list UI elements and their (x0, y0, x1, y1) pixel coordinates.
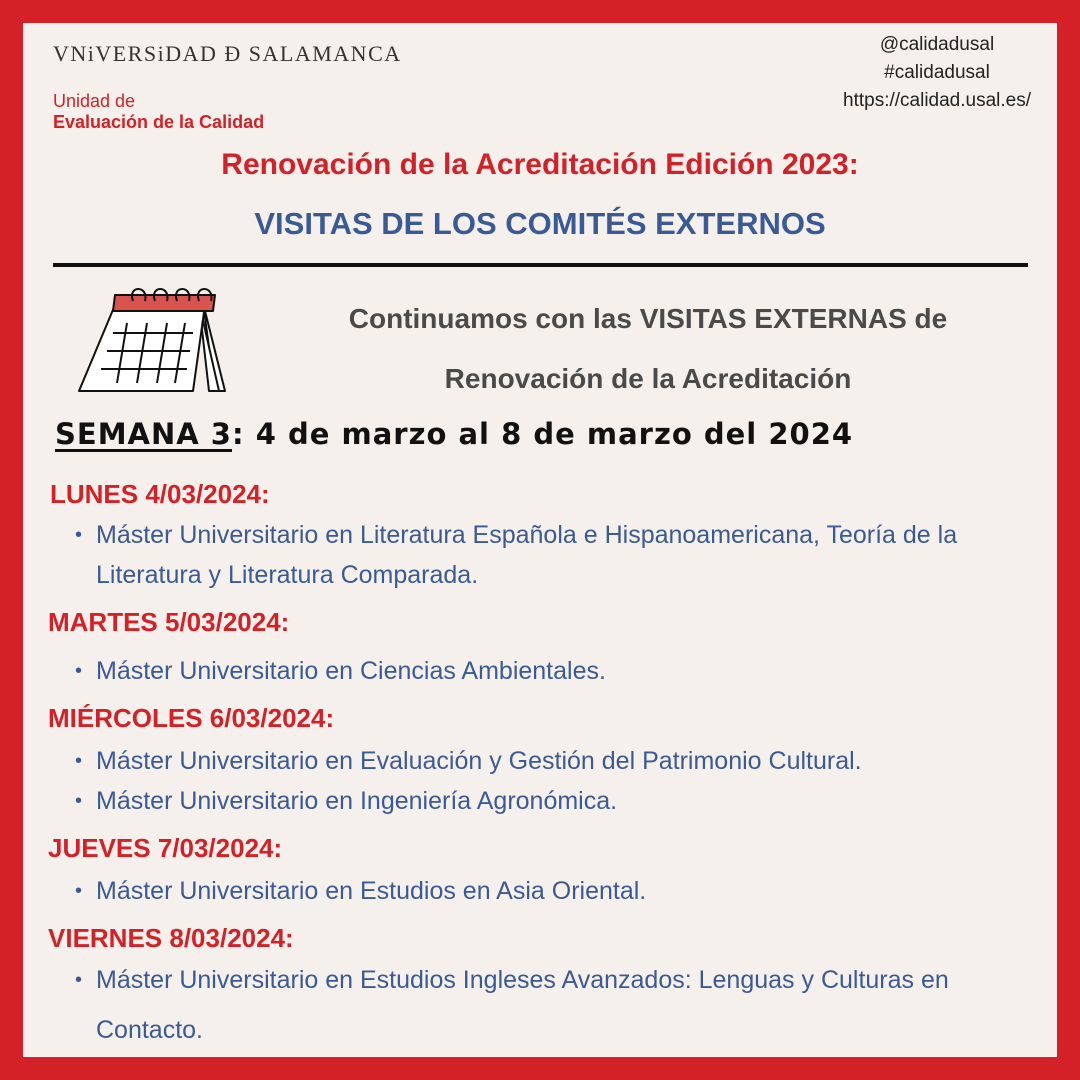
list-item (75, 741, 1046, 781)
page-title: Renovación de la Acreditación Edición 2023: (221, 148, 859, 181)
list-item (75, 651, 1046, 691)
page-subtitle: VISITAS DE LOS COMITÉS EXTERNOS (254, 206, 826, 241)
list-item (75, 781, 1046, 821)
website-link[interactable]: https://calidad.usal.es/ (843, 90, 1031, 111)
week-heading (55, 417, 853, 451)
announcement-card (23, 23, 1057, 1057)
bullet-icon: • (75, 969, 83, 991)
list-item-text: Máster Universitario en Ciencias Ambientales. (96, 657, 606, 685)
bullet-icon: • (75, 880, 83, 902)
list-item (75, 871, 1046, 911)
day-heading-wednesday: MIÉRCOLES 6/03/2024: (48, 703, 335, 733)
week-range: : 4 de marzo al 8 de marzo del 2024 (232, 417, 854, 451)
university-logo: VNiVERSiDAD Ð SALAMANCA (53, 41, 402, 66)
day-heading-tuesday: MARTES 5/03/2024: (48, 607, 290, 637)
week-label: SEMANA 3 (55, 417, 232, 451)
unit-name-line1: Unidad de (53, 91, 136, 111)
social-block (843, 31, 1031, 115)
divider (53, 263, 1028, 267)
list-item-text: Máster Universitario en Estudios en Asia Oriental. (96, 877, 647, 905)
list-item-text: Máster Universitario en Evaluación y Gestión del Patrimonio Cultural. (96, 747, 862, 775)
bullet-icon: • (75, 790, 83, 812)
intro-line1: Continuamos con las VISITAS EXTERNAS de (348, 303, 948, 334)
calendar-icon (75, 283, 231, 399)
list-item (75, 515, 1046, 595)
list-item-text: Máster Universitario en Literatura Española e Hispanoamericana, Teoría de la Literatura y Literatura Comparada. (96, 521, 958, 589)
day-heading-friday: VIERNES 8/03/2024: (48, 923, 294, 953)
intro-text (283, 289, 1013, 409)
bullet-icon: • (75, 750, 83, 772)
social-hashtag: #calidadusal (884, 62, 990, 83)
day-heading-thursday: JUEVES 7/03/2024: (48, 833, 283, 863)
unit-name-line2: Evaluación de la Calidad (53, 112, 265, 132)
day-heading-monday: LUNES 4/03/2024: (50, 479, 270, 509)
list-item-text: Máster Universitario en Estudios Ingleses Avanzados: Lenguas y Culturas en Contacto. (96, 966, 949, 1044)
list-item (75, 955, 1046, 1055)
social-handle: @calidadusal (879, 34, 995, 55)
bullet-icon: • (75, 524, 83, 546)
list-item-text: Máster Universitario en Ingeniería Agronómica. (96, 787, 618, 815)
bullet-icon: • (75, 660, 83, 682)
intro-line2: Renovación de la Acreditación (444, 363, 852, 394)
